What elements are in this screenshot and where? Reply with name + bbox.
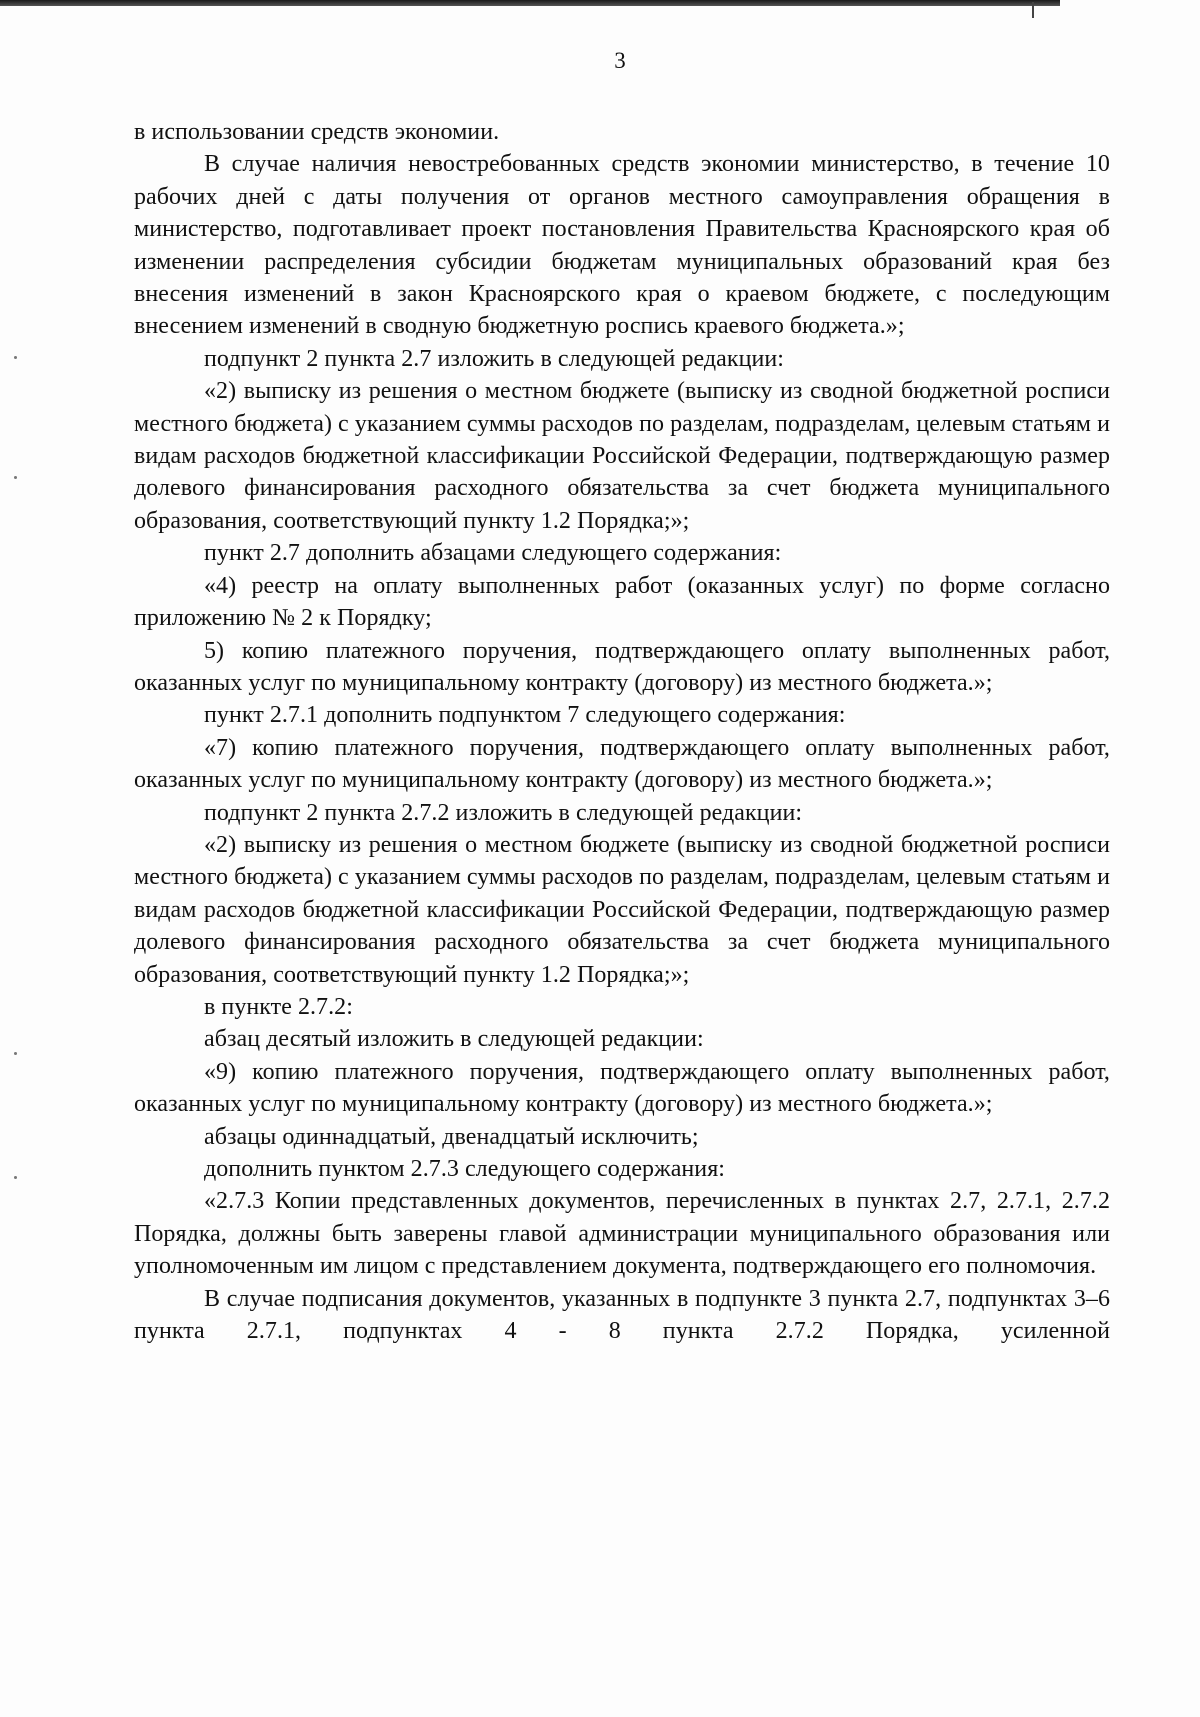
paragraph: «2.7.3 Копии представленных документов, перечисленных в пунктах 2.7, 2.7.1, 2.7.2 Порядка, должны быть заверены главой администрации муниципального образования или уполномоченным им лицом с представлением документа, подтверждающего его полномочия. [134,1188,1110,1280]
scan-margin-dot [14,356,17,359]
paragraph: «2) выписку из решения о местном бюджете (выписку из сводной бюджетной росписи местного бюджета) с указанием суммы расходов по разделам, подразделам, целевым статьям и видам расходов бюджетной классификации Российской Федерации, подтверждающую размер долевого финансирования расходного обязательства за счет бюджета муниципального образования, соответствующий пункту 1.2 Порядка;»; [134,378,1110,534]
paragraph: в использовании средств экономии. [134,119,500,145]
paragraph: подпункт 2 пункта 2.7.2 изложить в следующей редакции: [204,799,803,826]
scan-margin-dot [14,1052,17,1055]
scan-margin-dot [14,476,17,479]
paragraph: В случае подписания документов, указанных в подпункте 3 пункта 2.7, подпунктах 3–6 пункта 2.7.1, подпунктах 4 - 8 пункта 2.7.2 Порядка, усиленной [134,1285,1110,1345]
scan-margin-dot [14,1176,17,1179]
document-body [134,116,1110,1347]
scan-top-edge [0,0,1060,6]
page-number: 3 [614,48,626,73]
paragraph: «7) копию платежного поручения, подтверждающего оплату выполненных работ, оказанных услуг по муниципальному контракту (договору) из местного бюджета.»; [134,734,1110,794]
paragraph: 5) копию платежного поручения, подтверждающего оплату выполненных работ, оказанных услуг по муниципальному контракту (договору) из местного бюджета.»; [134,637,1110,696]
paragraph: абзацы одиннадцатый, двенадцатый исключить; [204,1123,699,1150]
paragraph: «9) копию платежного поручения, подтверждающего оплату выполненных работ, оказанных услуг по муниципальному контракту (договору) из местного бюджета.»; [134,1058,1110,1118]
paragraph: «2) выписку из решения о местном бюджете (выписку из сводной бюджетной росписи местного бюджета) с указанием суммы расходов по разделам, подразделам, целевым статьям и видам расходов бюджетной классификации Российской Федерации, подтверждающую размер долевого финансирования расходного обязательства за счет бюджета муниципального образования, соответствующий пункту 1.2 Порядка;»; [134,831,1110,988]
paragraph: В случае наличия невостребованных средств экономии министерство, в течение 10 рабочих дней с даты получения от органов местного самоуправления обращения в министерство, подготавливает проект постановления Правительства Красноярского края об изменении распределения субсидии бюджетам муниципальных образований края без внесения изменений в закон Красноярского края о краевом бюджете, с последующим внесением изменений в сводную бюджетную роспись краевого бюджета.»; [134,151,1110,340]
scan-edge-mark [1032,2,1034,18]
paragraph: пункт 2.7.1 дополнить подпунктом 7 следующего содержания: [204,702,846,729]
paragraph: «4) реестр на оплату выполненных работ (оказанных услуг) по форме согласно приложению № 2 к Порядку; [134,572,1110,632]
paragraph: дополнить пунктом 2.7.3 следующего содержания: [204,1156,726,1182]
paragraph: подпункт 2 пункта 2.7 изложить в следующей редакции: [204,345,784,372]
paragraph: в пункте 2.7.2: [204,993,353,1020]
paragraph: пункт 2.7 дополнить абзацами следующего содержания: [204,540,782,567]
paragraph: абзац десятый изложить в следующей редакции: [204,1026,704,1053]
